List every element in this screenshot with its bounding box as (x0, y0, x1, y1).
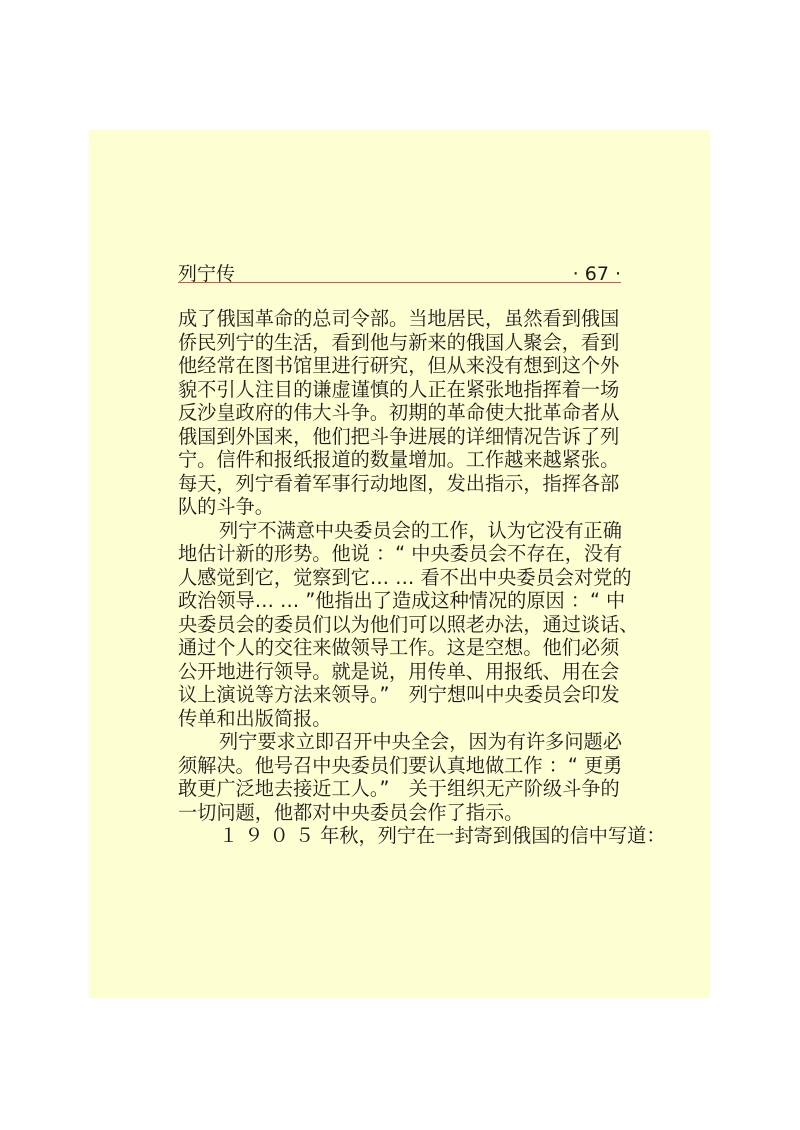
text-line: 反沙皇政府的伟大斗争。初期的革命使大批革命者从 (178, 401, 620, 424)
paragraph-start-line: 列宁要求立即召开中央全会，因为有许多问题必 (219, 730, 622, 753)
text-line: 敢更广泛地去接近工人。” 关于组织无产阶级斗争的 (178, 777, 620, 800)
text-line: 他经常在图书馆里进行研究，但从来没有想到这个外 (178, 354, 620, 377)
text-line: 政治领导… … ”他指出了造成这种情况的原因 ：“ 中 (178, 589, 626, 612)
text-line: 成了俄国革命的总司令部。当地居民，虽然看到俄国 (178, 307, 620, 330)
page-background (89, 130, 710, 998)
text-line: 通过个人的交往来做领导工作。这是空想。他们必须 (178, 636, 620, 659)
header-rule (178, 282, 621, 283)
text-line: 队的斗争。 (178, 495, 274, 518)
text-line: 貌不引人注目的谦虚谨慎的人正在紧张地指挥着一场 (178, 377, 620, 401)
text-line: 须解决。他号召中央委员们要认真地做工作 ：“ 更勇 (178, 753, 623, 777)
text-line: 侨民列宁的生活，看到他与新来的俄国人聚会，看到 (178, 330, 620, 354)
text-line: 人感觉到它，觉察到它… … 看不出中央委员会对党的 (178, 565, 632, 589)
paragraph-start-line: １ ９ ０ ５ 年秋，列宁在一封寄到俄国的信中写道： (219, 824, 666, 847)
text-line: 一切问题，他都对中央委员会作了指示。 (178, 800, 524, 824)
text-line: 公开地进行领导。就是说，用传单、用报纸、用在会 (178, 659, 620, 683)
book-title: 列宁传 (178, 263, 236, 285)
text-line: 俄国到外国来，他们把斗争进展的详细情况告诉了列 (178, 424, 620, 448)
text-line: 议上演说等方法来领导。” 列宁想叫中央委员会印发 (178, 683, 620, 706)
page-number: · 67 · (572, 263, 621, 285)
text-line: 宁。信件和报纸报道的数量增加。工作越来越紧张。 (178, 448, 620, 471)
paragraph-start-line: 列宁不满意中央委员会的工作，认为它没有正确 (219, 518, 622, 542)
body-text (178, 307, 666, 848)
text-line: 每天，列宁看着军事行动地图，发出指示，指挥各部 (178, 471, 620, 495)
text-line: 地估计新的形势。他说 ：“ 中央委员会不存在，没有 (178, 542, 623, 565)
text-line: 央委员会的委员们以为他们可以照老办法，通过谈话、 (178, 612, 639, 636)
text-line: 传单和出版简报。 (178, 706, 332, 730)
